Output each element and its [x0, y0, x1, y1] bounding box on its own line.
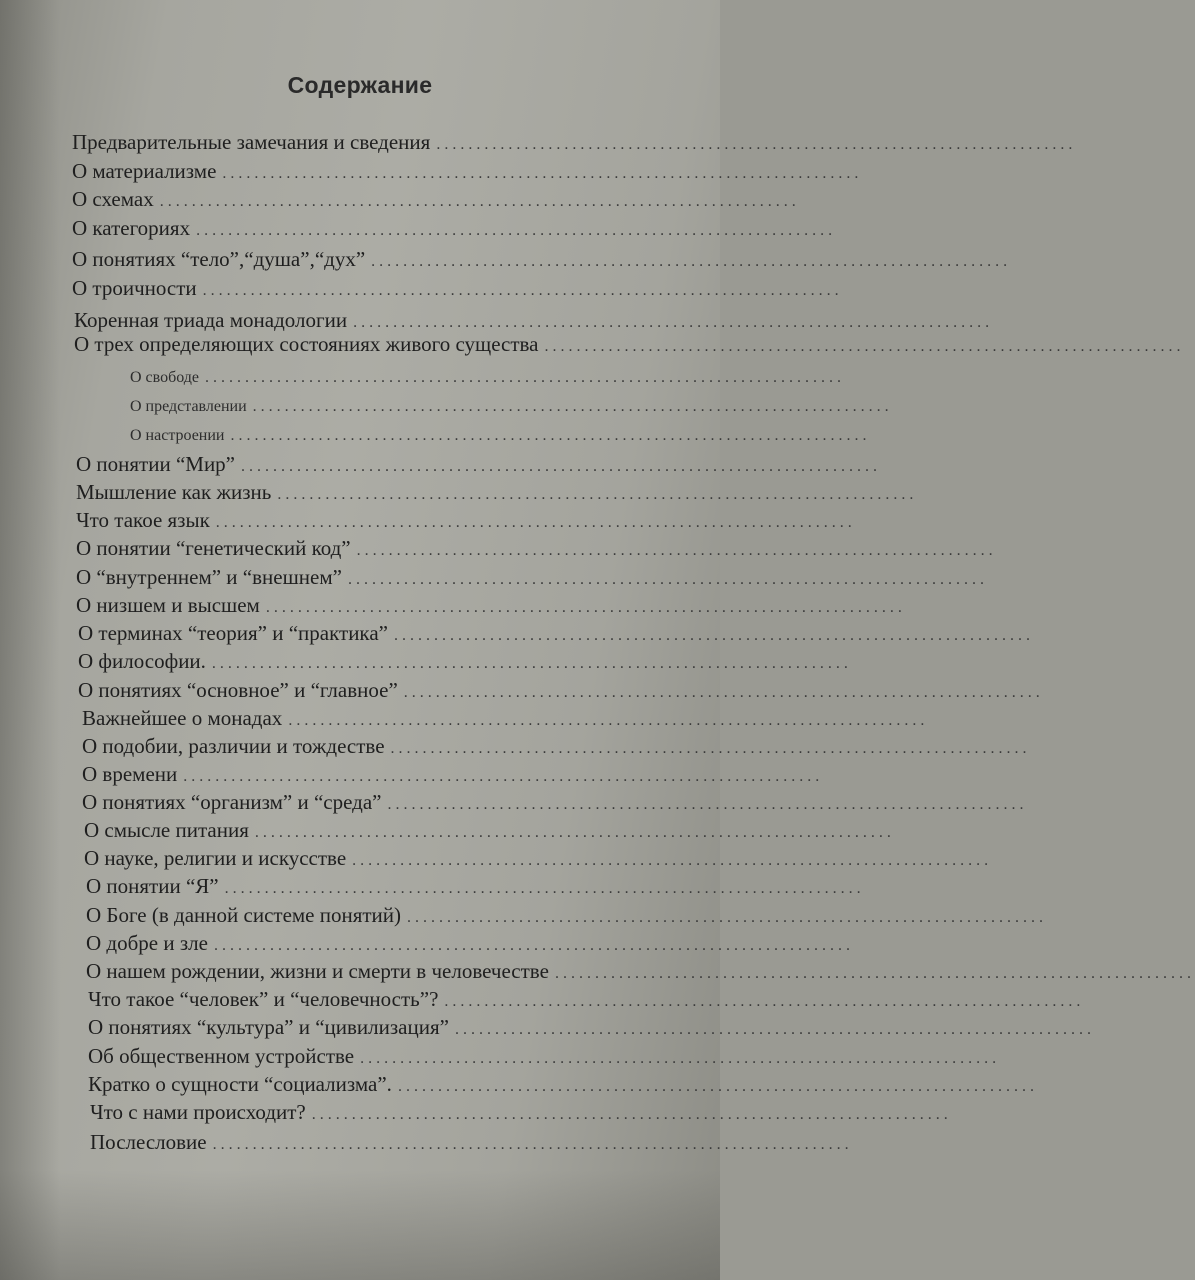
toc-entry-title: О времени: [82, 762, 178, 786]
toc-entry-title: О понятиях “основное” и “главное”: [78, 678, 398, 702]
dot-leader: ................................................................................: [224, 880, 865, 897]
toc-entry: [90, 1098, 952, 1129]
dot-leader: ................................................................................: [347, 571, 988, 588]
toc-entry: [76, 591, 906, 622]
toc-entry-title: О трех определяющих состояниях живого существа: [74, 332, 539, 356]
toc-entry-title: Что с нами происходит?: [90, 1100, 306, 1124]
dot-leader: ................................................................................: [254, 824, 895, 841]
toc-entry-title: Кратко о сущности “социализма”.: [88, 1072, 392, 1096]
dot-leader: ................................................................................: [436, 136, 1077, 153]
dot-leader: ................................................................................: [205, 369, 846, 386]
toc-entry-title: О категориях: [72, 216, 191, 240]
toc-entry: [72, 214, 837, 245]
toc-entry: [72, 185, 800, 216]
toc-entry: [78, 676, 1044, 707]
toc-entry-title: Послесловие: [90, 1130, 207, 1154]
dot-leader: ................................................................................: [407, 909, 1048, 926]
toc-entry: [88, 985, 1085, 1016]
toc-entry-title: О смысле питания: [84, 818, 249, 842]
toc-entry-title: Предварительные замечания и сведения: [72, 130, 431, 154]
toc-entry-title: О Боге (в данной системе понятий): [86, 903, 402, 927]
dot-leader: ................................................................................: [444, 993, 1085, 1010]
dot-leader: ................................................................................: [393, 627, 1034, 644]
toc-entry-title: Что такое “человек” и “человечность”?: [88, 987, 439, 1011]
toc-entry-title: Мышление как жизнь: [76, 480, 272, 504]
dot-leader: ................................................................................: [371, 253, 1012, 270]
toc-entry: [86, 901, 1048, 932]
toc-subentry: [130, 393, 893, 421]
dot-leader: ................................................................................: [277, 486, 918, 503]
toc-entry: [88, 1013, 1095, 1044]
toc-entry: [86, 929, 854, 960]
toc-entry: [76, 450, 882, 481]
toc-entry-title: О понятии “генетический код”: [76, 536, 351, 560]
toc-entry-title: О схемах: [72, 187, 154, 211]
toc-subentry: [130, 364, 846, 392]
dot-leader: ................................................................................: [183, 768, 824, 785]
toc-entry-title: О философии.: [78, 649, 206, 673]
dot-leader: ................................................................................: [241, 458, 882, 475]
dot-leader: ................................................................................: [230, 427, 871, 444]
dot-leader: ................................................................................: [356, 542, 997, 559]
toc-entry-title: О науке, религии и искусстве: [84, 846, 347, 870]
dot-leader: ................................................................................: [390, 740, 1031, 757]
toc-entry: [72, 274, 843, 305]
toc-entry-title: О “внутреннем” и “внешнем”: [76, 565, 342, 589]
dot-leader: ................................................................................: [222, 165, 863, 182]
dot-leader: ................................................................................: [159, 193, 800, 210]
dot-leader: ................................................................................: [196, 222, 837, 239]
toc-entry: [76, 563, 988, 594]
toc-entry: [78, 647, 852, 678]
toc-entry: [88, 1070, 1038, 1101]
toc-entry-title: О троичности: [72, 276, 197, 300]
dot-leader: ................................................................................: [397, 1078, 1038, 1095]
toc-entry: [76, 506, 856, 537]
toc-entry: [84, 844, 993, 875]
toc-entry: [76, 534, 997, 565]
toc-entry-title: О понятии “Мир”: [76, 452, 236, 476]
toc-entry: [74, 330, 1185, 361]
toc-entry-title: Коренная триада монадологии: [74, 308, 348, 332]
dot-leader: ................................................................................: [387, 796, 1028, 813]
toc-entry-title: О понятиях “тело”,“душа”,“дух”: [72, 247, 366, 271]
dot-leader: ................................................................................: [544, 338, 1185, 355]
toc-entry-title: О представлении: [130, 398, 247, 415]
page-shadow-left: [0, 0, 60, 1280]
toc-entry: [82, 760, 824, 791]
dot-leader: ................................................................................: [353, 314, 994, 331]
toc-entry: [82, 732, 1031, 763]
toc-entry-title: О понятиях “организм” и “среда”: [82, 790, 382, 814]
toc-entry-title: О низшем и высшем: [76, 593, 260, 617]
dot-leader: ................................................................................: [211, 655, 852, 672]
dot-leader: ................................................................................: [403, 684, 1044, 701]
toc-entry-title: О терминах “теория” и “практика”: [78, 621, 388, 645]
dot-leader: ................................................................................: [311, 1106, 952, 1123]
dot-leader: ................................................................................: [265, 599, 906, 616]
dot-leader: ................................................................................: [554, 965, 1195, 982]
page-title: Содержание: [287, 72, 433, 98]
toc-entry: [78, 619, 1034, 650]
toc-entry-title: Об общественном устройстве: [88, 1044, 355, 1068]
dot-leader: ................................................................................: [454, 1021, 1095, 1038]
toc-entry-title: Что такое язык: [76, 508, 210, 532]
toc-entry: [88, 1042, 1001, 1073]
toc-entry: [72, 157, 863, 188]
toc-entry-title: О свободе: [130, 369, 200, 386]
toc-entry: [72, 245, 1012, 276]
dot-leader: ................................................................................: [212, 1136, 853, 1153]
dot-leader: ................................................................................: [288, 712, 929, 729]
dot-leader: ................................................................................: [252, 398, 893, 415]
toc-entry: [72, 128, 1077, 159]
dot-leader: ................................................................................: [360, 1050, 1001, 1067]
toc-entry-title: О материализме: [72, 159, 217, 183]
toc-entry: [86, 957, 1195, 988]
dot-leader: ................................................................................: [213, 937, 854, 954]
toc-entry: [82, 788, 1028, 819]
toc-subentry: [130, 422, 871, 450]
page-shadow-bottom: [0, 1170, 720, 1280]
toc-entry-title: Важнейшее о монадах: [82, 706, 283, 730]
toc-entry-title: О подобии, различии и тождестве: [82, 734, 385, 758]
toc-entry-title: О нашем рождении, жизни и смерти в человечестве: [86, 959, 549, 983]
toc-entry: [76, 478, 918, 509]
toc-entry: [90, 1128, 853, 1159]
dot-leader: ................................................................................: [352, 852, 993, 869]
toc-entry-title: О понятиях “культура” и “цивилизация”: [88, 1015, 449, 1039]
toc-entry-title: О понятии “Я”: [86, 874, 219, 898]
toc-entry: [86, 872, 865, 903]
toc-entry-title: О настроении: [130, 427, 225, 444]
toc-entry-title: О добре и зле: [86, 931, 208, 955]
dot-leader: ................................................................................: [215, 514, 856, 531]
dot-leader: ................................................................................: [202, 282, 843, 299]
toc-entry: [82, 704, 929, 735]
toc-entry: [84, 816, 895, 847]
